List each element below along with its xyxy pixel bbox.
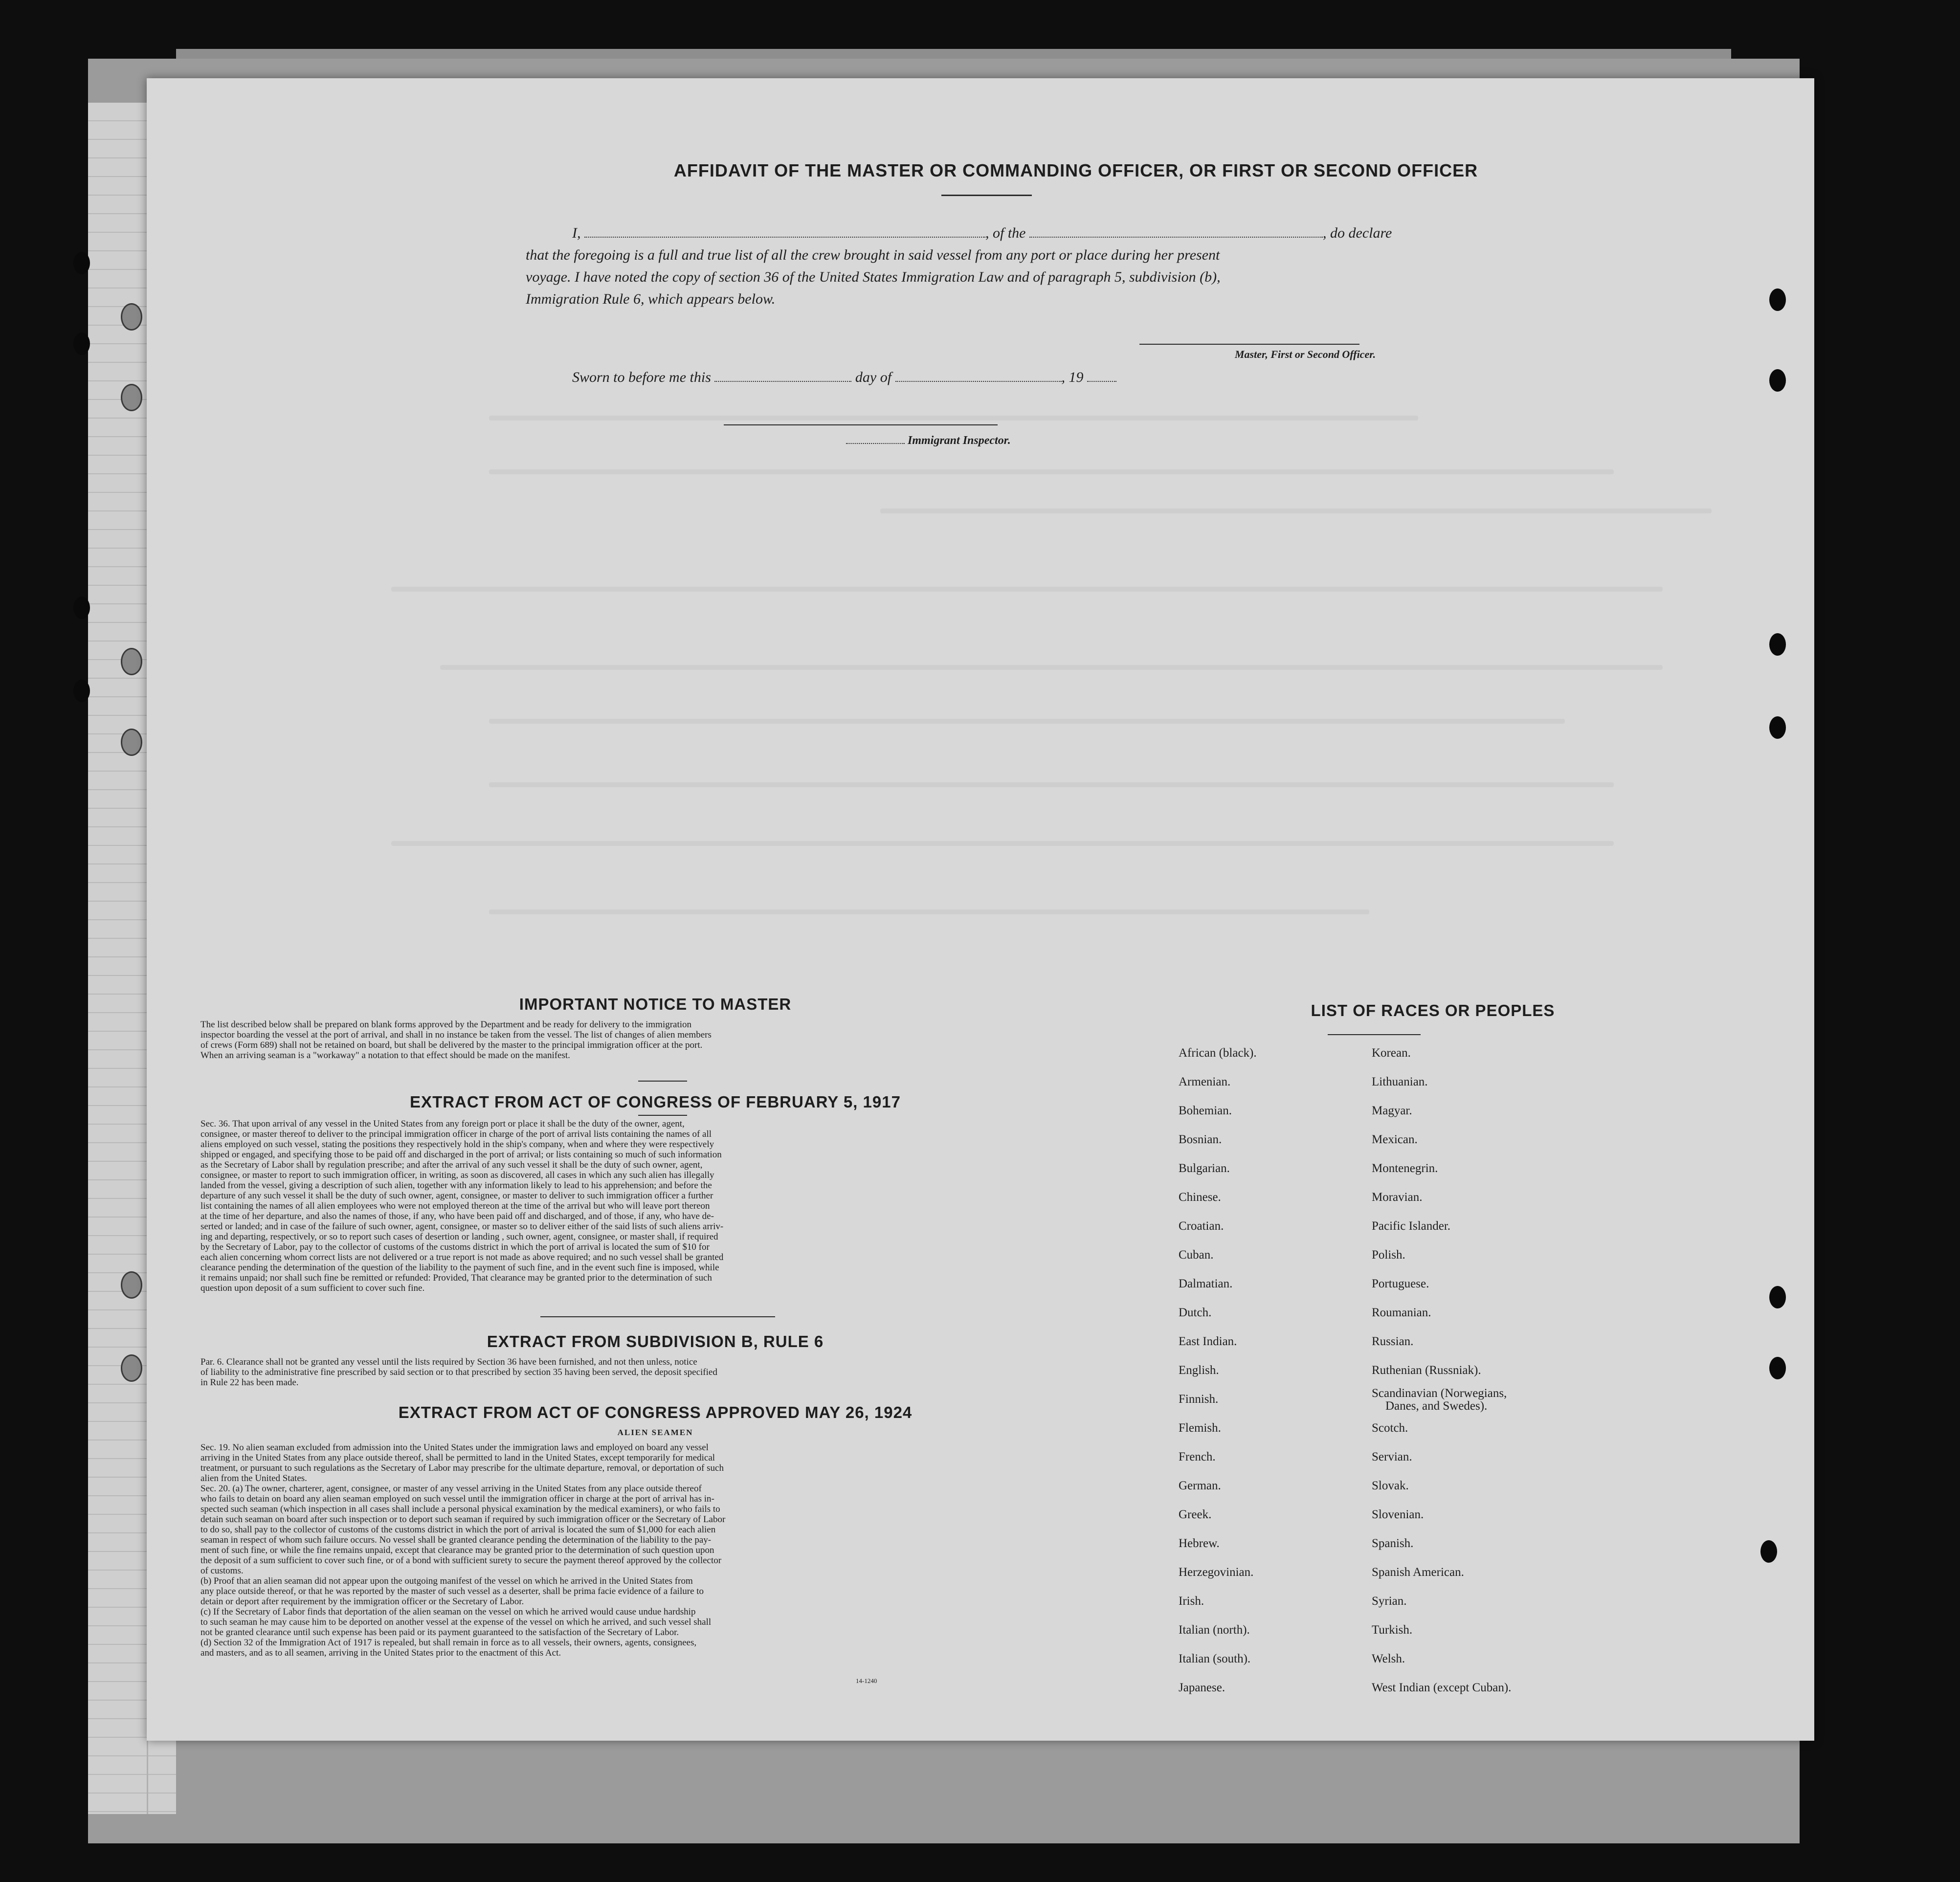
sworn-line [572,369,1116,386]
extract-1924-line: treatment, or pursuant to such regulations as the Secretary of Labor may prescribe for the ultimate departure, removal, or deportation of such [200,1463,724,1473]
race-item: West Indian (except Cuban). [1372,1681,1512,1694]
race-item-scandinavian: Scandinavian (Norwegians, [1372,1387,1507,1400]
title-underline [941,195,1032,196]
notice-line: When an arriving seaman is a "workaway" a notation to that effect should be made on the manifest. [200,1050,570,1061]
race-item: Italian (north). [1179,1623,1250,1637]
race-item: Bohemian. [1179,1104,1232,1117]
master-signature-line[interactable] [1139,344,1359,345]
sworn-day-of: day of [855,369,892,385]
extract-1924-line: (b) Proof that an alien seaman did not appear upon the outgoing manifest of the vessel on which he arrived in the United States from [200,1576,693,1586]
race-item: Scotch. [1372,1421,1408,1435]
binder-hole [1760,1540,1777,1563]
bleed-through-row [880,509,1712,513]
extract-1924-line: to such seaman he may cause him to be deported on another vessel at the expense of the vessel on which he arrived, and such vessel shall [200,1617,712,1627]
affidavit-title: AFFIDAVIT OF THE MASTER OR COMMANDING OFFICER, OR FIRST OR SECOND OFFICER [673,160,1478,180]
binder-hole [1769,288,1786,311]
binder-hole [73,597,90,619]
extract-1924-line: who fails to detain on board any alien seaman employed on such vessel until the immigration officer in charge at the port of arrival has in- [200,1494,714,1504]
extract-1924-line: alien from the United States. [200,1473,307,1483]
notice-heading: IMPORTANT NOTICE TO MASTER [519,995,792,1013]
extract-1917-line: consignee, or master to report to such immigration officer, in writing, as soon as discovered, all cases in which any such alien has illegally [200,1170,714,1180]
extract-1917-line: clearance pending the determination of the question of the liability to the payment of such fine, and in the event such fine is imposed, while [200,1262,719,1273]
race-item: Pacific Islander. [1372,1219,1451,1233]
binder-hole [121,303,142,331]
race-item: Bosnian. [1179,1133,1222,1146]
race-item: Finnish. [1179,1393,1219,1406]
race-item: Slovenian. [1372,1508,1424,1521]
race-item: Italian (south). [1179,1652,1251,1665]
extract-1917-line: at the time of her departure, and also the names of those, if any, who have been paid off and discharged, and of those, if any, who have de- [200,1211,714,1221]
race-item: Irish. [1179,1594,1204,1608]
sworn-day-blank[interactable] [714,369,851,382]
race-item: Welsh. [1372,1652,1405,1665]
race-item [1372,1387,1511,1421]
race-item: Servian. [1372,1450,1412,1463]
race-item: East Indian. [1179,1335,1237,1348]
race-item: Chinese. [1179,1191,1221,1204]
vessel-blank[interactable] [1029,225,1323,238]
notice-line: of crews (Form 689) shall not be retained on board, but shall be delivered by the master to the principal immigration officer at the port. [200,1040,703,1050]
bleed-through-row [391,841,1614,846]
race-item: English. [1179,1364,1219,1377]
race-item: Herzegovinian. [1179,1566,1254,1579]
sworn-prefix: Sworn to before me this [572,369,711,385]
bleed-through-row [489,782,1614,787]
subdivision-b-line: in Rule 22 has been made. [200,1377,299,1388]
race-item: Moravian. [1372,1191,1423,1204]
race-item: Syrian. [1372,1594,1407,1608]
binder-hole [1769,716,1786,739]
race-item: Slovak. [1372,1479,1409,1492]
extract-1917-line: aliens employed on such vessel, stating the positions they respectively hold in the ship's company, when and where they were respectively [200,1139,714,1150]
race-item: Roumanian. [1372,1306,1431,1319]
notice-line: The list described below shall be prepared on blank forms approved by the Department and be ready for delivery to the immigration [200,1019,692,1030]
binder-hole [73,680,90,702]
races-heading: LIST OF RACES OR PEOPLES [1311,1001,1555,1019]
sworn-year: , 19 [1061,369,1084,385]
binder-hole [73,252,90,274]
section-divider [638,1115,687,1116]
race-item: Portuguese. [1372,1277,1429,1290]
binder-hole [121,729,142,756]
bleed-through-row [391,587,1663,592]
race-item: German. [1179,1479,1221,1492]
form-number: 14-1240 [856,1677,877,1684]
extract-1924-line: any place outside thereof, or that he was reported by the master of such vessel as a deserter, shall be prima facie evidence of a failure to [200,1586,704,1596]
subdivision-b-heading: EXTRACT FROM SUBDIVISION B, RULE 6 [487,1332,824,1351]
extract-1917-line: shipped or engaged, and specifying those to be paid off and discharged in the port of arrival; or lists containing so much of such information [200,1150,722,1160]
extract-1924-line: detain or deport after requirement by the immigration officer or the Secretary of Labor. [200,1596,524,1607]
bleed-through-row [489,469,1614,474]
race-item: Spanish. [1372,1537,1414,1550]
affidavit-i: I, [572,225,581,241]
subdivision-b-line: Par. 6. Clearance shall not be granted any vessel until the lists required by Section 36 have been furnished, and not then unless, notice [200,1357,697,1367]
binder-hole [73,332,90,355]
bleed-through-row [489,416,1418,421]
race-item: Magyar. [1372,1104,1412,1117]
binder-hole [1769,1286,1786,1308]
affidavit-line-4: Immigration Rule 6, which appears below. [526,291,776,307]
extract-1924-line: and masters, and as to all seamen, arriving in the United States prior to the enactment of this Act. [200,1648,561,1658]
extract-1924-line: detain such seaman on board after such inspection or to deport such seaman if required by such immigration officer or the Secretary of Labor [200,1514,726,1525]
master-caption: Master, First or Second Officer. [1235,348,1376,360]
race-item: French. [1179,1450,1216,1463]
extract-1924-line: Sec. 20. (a) The owner, charterer, agent, consignee, or master of any vessel arriving in the United States from any place outside thereof [200,1483,702,1494]
section-divider [638,1081,687,1082]
affidavit-line-1 [572,225,1392,242]
race-item: Hebrew. [1179,1537,1220,1550]
extract-1924-line: ment of such fine, or while the fine remains unpaid, except that clearance may be granted prior to the determination of such question upon [200,1545,714,1555]
extract-1917-line: departure of any such vessel it shall be the duty of such owner, agent, consignee, or master to deliver to such immigration officer a further [200,1191,713,1201]
extract-1924-line: of customs. [200,1566,244,1576]
bleed-through-row [489,909,1369,914]
extract-1924-line: Sec. 19. No alien seaman excluded from admission into the United States under the immigration laws and employed on board any vessel [200,1442,709,1453]
race-item: Greek. [1179,1508,1212,1521]
extract-1917-line: landed from the vessel, giving a description of such alien, together with any information likely to lead to his apprehension; and before the [200,1180,712,1191]
extract-1917-line: ing and departing, respectively, or so to report such cases of desertion or landing , such owner, agent, consignee, or master shall, if required [200,1232,718,1242]
affidavit-page [147,78,1814,1741]
inspector-caption-row [846,434,1011,447]
extract-1924-line: spected such seaman (which inspection in all cases shall include a personal physical examination by the medical examiners), or who fails to [200,1504,720,1514]
race-item: African (black). [1179,1046,1257,1060]
race-item: Cuban. [1179,1248,1214,1262]
subdivision-b-text [200,1357,973,1388]
binder-hole [121,648,142,675]
race-item: Flemish. [1179,1421,1221,1435]
race-item: Armenian. [1179,1075,1231,1088]
sworn-year-blank[interactable] [1087,369,1116,382]
extract-1924-line: seaman in respect of whom such failure occurs. No vessel shall be granted clearance pending the determination of the liability to the pay- [200,1535,712,1545]
binder-hole [121,1271,142,1299]
race-item: Lithuanian. [1372,1075,1428,1088]
binder-hole [1769,369,1786,392]
extract-1917-heading: EXTRACT FROM ACT OF CONGRESS OF FEBRUARY 5, 1917 [410,1093,901,1111]
race-item: Korean. [1372,1046,1411,1060]
extract-1924-line: not be granted clearance until such expense has been paid or its payment guaranteed to the satisfaction of the Secretary of Labor. [200,1627,679,1638]
race-item: Japanese. [1179,1681,1225,1694]
extract-1924-line: to do so, shall pay to the collector of customs of the customs district in which the port of arrival is located the sum of $1,000 for each alien [200,1525,716,1535]
race-item: Dalmatian. [1179,1277,1233,1290]
affidavit-of-the: , of the [985,225,1026,241]
race-item: Mexican. [1372,1133,1418,1146]
extract-1924-line: arriving in the United States from any place outside thereof, shall be permitted to land in the United States, except temporarily for medical [200,1453,715,1463]
extract-1924-heading: EXTRACT FROM ACT OF CONGRESS APPROVED MAY 26, 1924 [398,1403,913,1421]
race-item: Spanish American. [1372,1566,1464,1579]
race-item: Polish. [1372,1248,1405,1262]
extract-1917-line: by the Secretary of Labor, pay to the collector of customs of the customs district in which the port of arrival is located the sum of $10 for [200,1242,710,1252]
extract-1924-line: (d) Section 32 of the Immigration Act of 1917 is repealed, but shall remain in force as to all vessels, their owners, agents, consignees, [200,1638,697,1648]
alien-seamen-subheading: ALIEN SEAMEN [617,1428,693,1437]
race-item: Russian. [1372,1335,1414,1348]
extract-1917-line: list containing the names of all alien employees who were not employed thereon at the time of the arrival but who will leave port thereon [200,1201,710,1211]
extract-1917-line: as the Secretary of Labor shall by regulation prescribe; and after the arrival of any such vessel it shall be the duty of such owner, agent, [200,1160,703,1170]
race-item: Montenegrin. [1372,1162,1438,1175]
subdivision-b-line: of liability to the administrative fine prescribed by said section or to that prescribed by section 35 having been served, the deposit specified [200,1367,717,1377]
affidavit-declare: , do declare [1323,225,1392,241]
extract-1917-line: serted or landed; and in case of the failure of such owner, agent, consignee, or master so to deliver either of the said lists of such aliens arriv- [200,1221,724,1232]
section-divider [540,1316,775,1317]
affidavit-line-2: that the foregoing is a full and true list of all the crew brought in said vessel from any port or place during her present [526,247,1220,263]
binder-hole [1769,1357,1786,1379]
notice-text [200,1019,973,1061]
race-item: Ruthenian (Russniak). [1372,1364,1481,1377]
sworn-month-blank[interactable] [895,369,1062,382]
races-underline [1328,1034,1421,1035]
bleed-through-row [489,719,1565,724]
extract-1917-line: each alien concerning whom correct lists are not delivered or a true report is not made as above required; and no such vessel shall be granted [200,1252,724,1262]
inspector-blank[interactable] [846,435,905,444]
extract-1917-line: question upon deposit of a sum sufficient to cover such fine. [200,1283,425,1293]
race-item: Turkish. [1372,1623,1413,1637]
inspector-signature-line[interactable] [724,424,998,425]
race-item: Bulgarian. [1179,1162,1230,1175]
race-item-scandinavian-cont: Danes, and Swedes). [1385,1399,1488,1413]
extract-1917-text [200,1119,973,1293]
notice-line: inspector boarding the vessel at the port of arrival, and shall in no instance be taken from the vessel. The list of changes of alien members [200,1030,712,1040]
races-list-left [1179,1046,1257,1710]
name-blank[interactable] [584,225,985,238]
bleed-through-row [440,665,1663,670]
binder-hole [121,1354,142,1382]
race-item: Dutch. [1179,1306,1212,1319]
binder-hole [121,384,142,411]
affidavit-line-3: voyage. I have noted the copy of section 36 of the United States Immigration Law and of paragraph 5, subdivision (b), [526,269,1221,285]
extract-1924-line: the deposit of a sum sufficient to cover such fine, or of a bond with sufficient surety to secure the payment thereof approved by the collector [200,1555,722,1566]
races-list-right [1372,1046,1511,1710]
extract-1917-line: Sec. 36. That upon arrival of any vessel in the United States from any foreign port or place it shall be the duty of the owner, agent, [200,1119,685,1129]
extract-1924-text [200,1442,973,1658]
binder-hole [1769,633,1786,656]
race-item: Croatian. [1179,1219,1224,1233]
inspector-caption: Immigrant Inspector. [908,434,1011,447]
extract-1917-line: it remains unpaid; nor shall such fine be remitted or refunded: Provided, That clearance may be granted prior to the determination of such [200,1273,712,1283]
extract-1917-line: consignee, or master thereof to deliver to the principal immigration officer in charge of the port of arrival lists containing the names of all [200,1129,712,1139]
extract-1924-line: (c) If the Secretary of Labor finds that deportation of the alien seaman on the vessel on which he arrived would cause undue hardship [200,1607,696,1617]
